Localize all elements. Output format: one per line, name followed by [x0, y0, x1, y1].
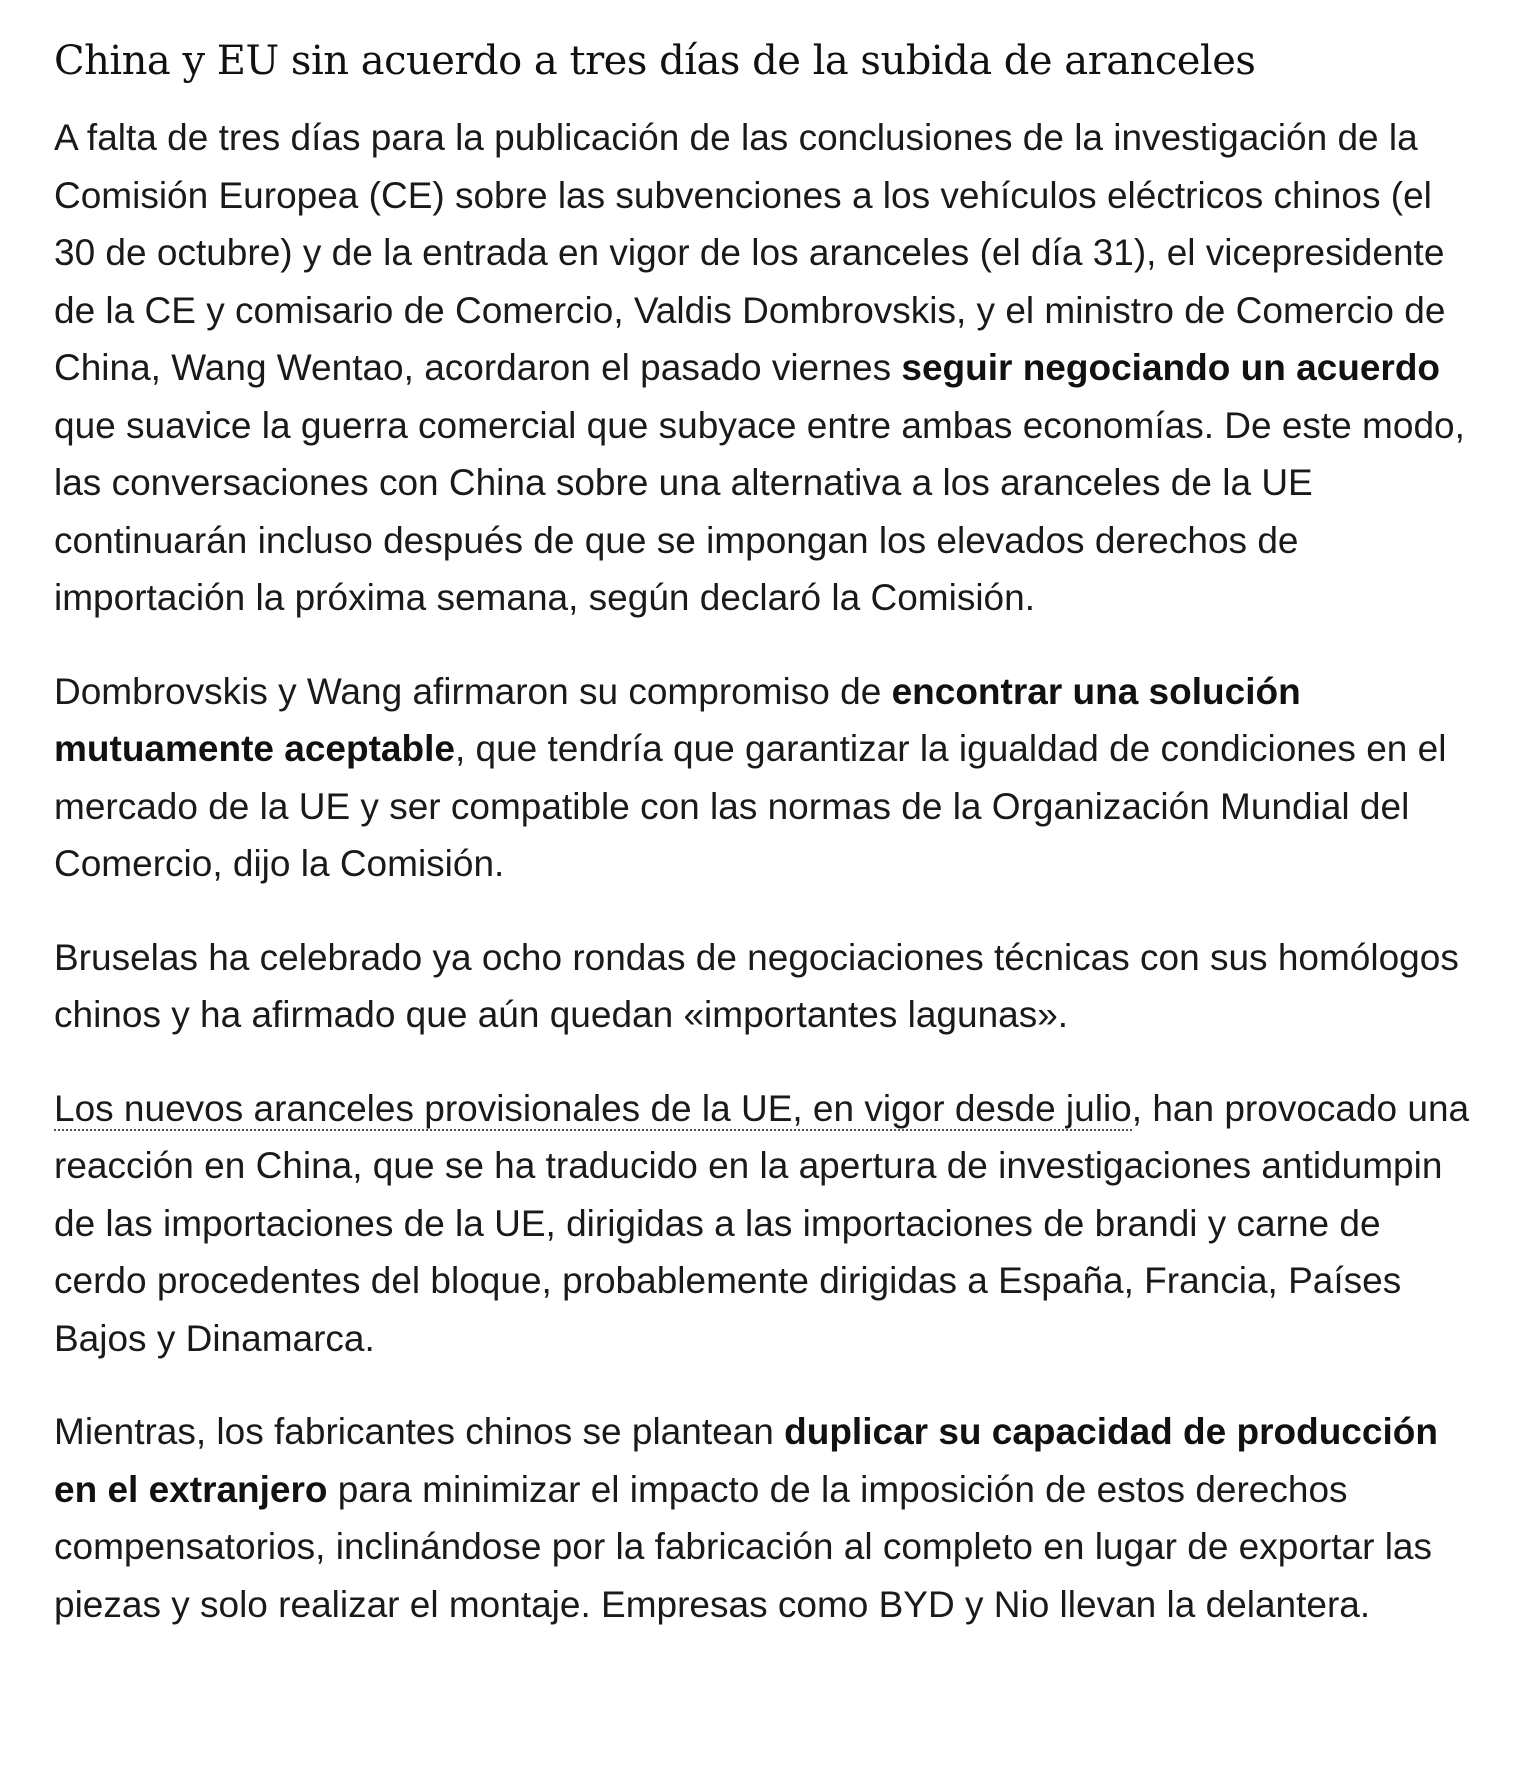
article-headline: China y EU sin acuerdo a tres días de la subida de aranceles	[54, 38, 1256, 84]
paragraph-text: para minimizar el impacto de la imposición de estos derechos compensatorios, inclinándose por la fabricación al completo en lugar de exportar las piezas y solo realizar el montaje. Empresas como BYD y Nio llevan la delantera.	[54, 1468, 1432, 1625]
article	[54, 0, 1474, 1633]
paragraph-text: Mientras, los fabricantes chinos se plantean	[54, 1411, 785, 1452]
paragraph-text: , han provocado una reacción en China, que se ha traducido en la apertura de investigaciones antidumpin de las importaciones de la UE, dirigidas a las importaciones de brandi y carne de cerdo procedentes del bloque, probablemente dirigidas a España, Francia, Países Bajos y Dinamarca.	[54, 1087, 1470, 1359]
article-paragraph-5	[54, 1403, 1474, 1633]
paragraph-bold-text: duplicar su capacidad de producción en el extranjero	[54, 1411, 1438, 1510]
article-paragraph-3	[54, 929, 1474, 1044]
article-paragraph-1	[54, 109, 1474, 627]
paragraph-text: , que tendría que garantizar la igualdad de condiciones en el mercado de la UE y ser compatible con las normas de la Organización Mundial del Comercio, dijo la Comisión.	[54, 728, 1447, 884]
paragraph-text: A falta de tres días para la publicación de las conclusiones de la investigación de la Comisión Europea (CE) sobre las subvenciones a los vehículos eléctricos chinos (el 30 de octubre) y de la entrada en vigor de los aranceles (el día 31), el vicepresidente de la CE y comisario de Comercio, Valdis Dombrovskis, y el ministro de Comercio de China, Wang Wentao, acordaron el pasado viernes	[54, 117, 1446, 388]
article-paragraph-2	[54, 663, 1474, 893]
paragraph-text: Dombrovskis y Wang afirmaron su compromiso de	[54, 670, 892, 712]
paragraph-bold-text: seguir negociando un acuerdo	[901, 347, 1441, 388]
article-paragraph-4	[54, 1080, 1474, 1368]
paragraph-text: Bruselas ha celebrado ya ocho rondas de negociaciones técnicas con sus homólogos chinos y ha afirmado que aún quedan «importantes lagunas».	[54, 936, 1459, 1035]
paragraph-text: que suavice la guerra comercial que subyace entre ambas economías. De este modo, las conversaciones con China sobre una alternativa a los aranceles de la UE continuarán incluso después de que se impongan los elevados derechos de importación la próxima semana, según declaró la Comisión.	[54, 404, 1465, 618]
paragraph-bold-text: encontrar una solución mutuamente aceptable	[54, 670, 1301, 769]
inline-article-link[interactable]: Los nuevos aranceles provisionales de la UE, en vigor desde julio	[54, 1087, 1132, 1129]
